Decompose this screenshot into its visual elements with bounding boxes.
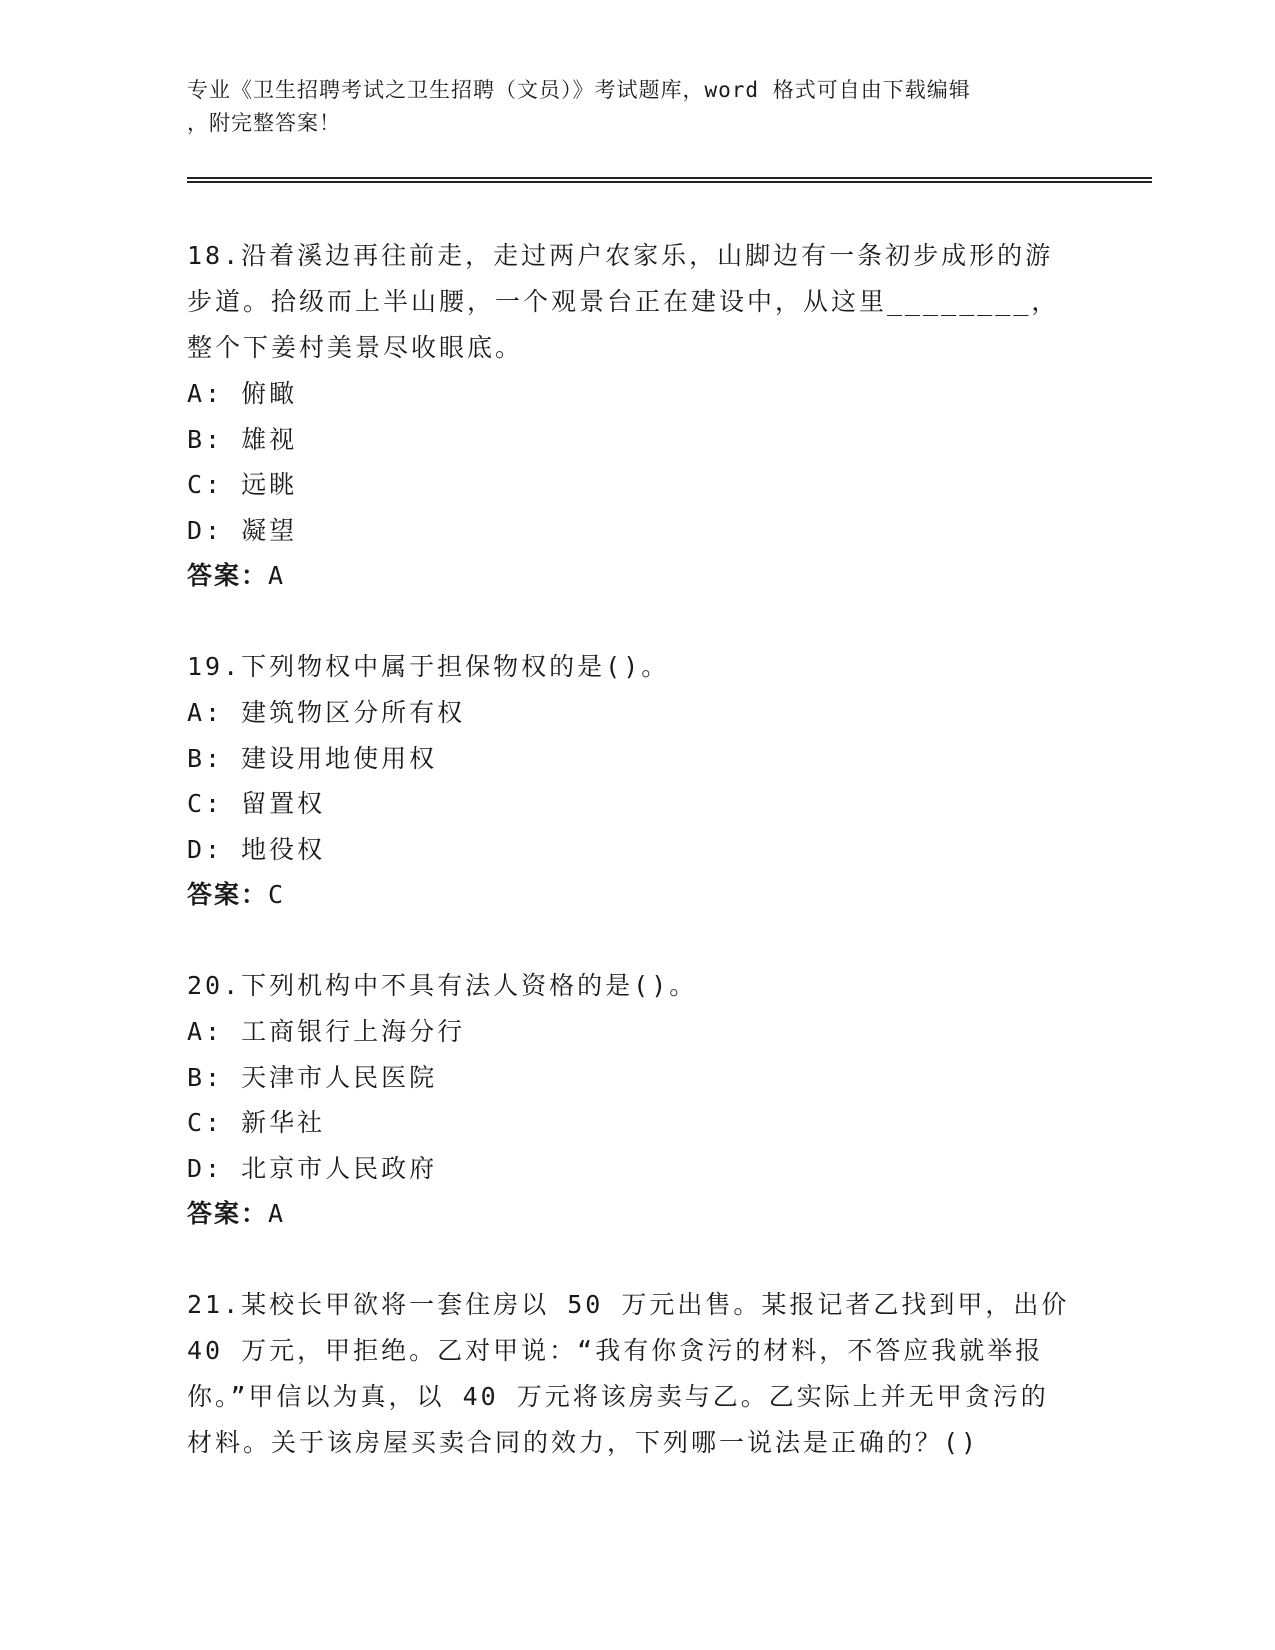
question-20 <box>187 963 1087 1237</box>
question-text: 18.沿着溪边再往前走，走过两户农家乐，山脚边有一条初步成形的游 <box>187 241 1054 270</box>
question-18 <box>187 233 1087 599</box>
answer-label: 答案： <box>187 880 269 909</box>
answer-value: A <box>268 1199 286 1228</box>
header-divider-bottom <box>187 181 1152 183</box>
option-b: B: 建设用地使用权 <box>187 743 438 773</box>
question-text: 40 万元，甲拒绝。乙对甲说：“我有你贪污的材料，不答应我就举报 <box>187 1336 1044 1365</box>
answer-line <box>187 1191 1087 1237</box>
question-19 <box>187 644 1087 918</box>
header-line-1: 专业《卫生招聘考试之卫生招聘（文员）》考试题库，word 格式可自由下载编辑 <box>187 78 971 102</box>
question-list <box>187 233 1087 1511</box>
option-b: B: 天津市人民医院 <box>187 1062 438 1092</box>
option-c: C: 留置权 <box>187 789 326 818</box>
header-line-2: ，附完整答案！ <box>187 111 341 135</box>
header-divider-top <box>187 177 1152 179</box>
answer-label: 答案： <box>187 561 269 590</box>
document-header <box>187 74 1067 140</box>
answer-value: C <box>268 880 286 909</box>
option-b: B: 雄视 <box>187 424 298 454</box>
question-text: 你。”甲信以为真，以 40 万元将该房卖与乙。乙实际上并无甲贪污的 <box>187 1382 1049 1411</box>
answer-label: 答案： <box>187 1199 269 1228</box>
question-text: 步道。拾级而上半山腰，一个观景台正在建设中，从这里________， <box>187 287 1060 316</box>
option-d: D: 地役权 <box>187 834 326 864</box>
option-c: C: 远眺 <box>187 470 298 499</box>
question-text: 整个下姜村美景尽收眼底。 <box>187 333 524 362</box>
question-text: 20.下列机构中不具有法人资格的是()。 <box>187 971 698 1000</box>
option-a: A: 建筑物区分所有权 <box>187 698 466 727</box>
option-a: A: 俯瞰 <box>187 379 298 408</box>
option-d: D: 凝望 <box>187 515 298 545</box>
option-a: A: 工商银行上海分行 <box>187 1017 466 1046</box>
answer-line <box>187 872 1087 918</box>
option-c: C: 新华社 <box>187 1108 326 1137</box>
question-text: 21.某校长甲欲将一套住房以 50 万元出售。某报记者乙找到甲，出价 <box>187 1290 1070 1319</box>
option-d: D: 北京市人民政府 <box>187 1153 438 1183</box>
question-text: 材料。关于该房屋买卖合同的效力，下列哪一说法是正确的？() <box>187 1428 980 1457</box>
question-21 <box>187 1282 1087 1466</box>
answer-value: A <box>268 561 286 590</box>
question-text: 19.下列物权中属于担保物权的是()。 <box>187 652 670 681</box>
answer-line <box>187 553 1087 599</box>
